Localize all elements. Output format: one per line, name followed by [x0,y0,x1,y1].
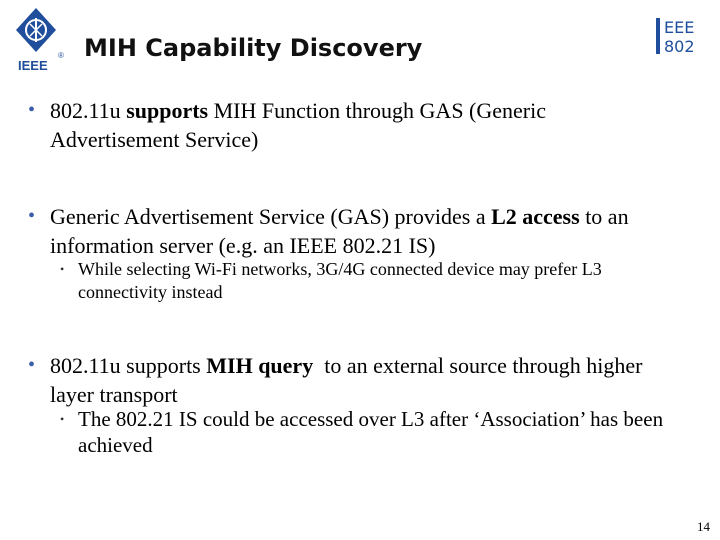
sub-bullet-item-3 [60,406,678,458]
sub-bullet-text: The 802.21 IS could be accessed over L3 after ‘Association’ has been achieved [78,407,664,457]
bullet-text-pre: 802.11u [50,98,127,123]
sub-bullet-marker: • [60,412,65,426]
slide-title: MIH Capability Discovery [84,34,423,62]
ieee-802-badge-icon [656,16,702,56]
bullet-text-post: to an information server (e.g. an IEEE 802.21 IS) [50,204,629,258]
ieee-logo [14,6,76,74]
registered-mark: ® [58,51,64,60]
bullet-item-3 [28,351,680,409]
ieee-diamond-icon [14,6,76,74]
logo-line1: EEE [664,18,695,37]
bullet-text-bold: L2 access [491,204,580,229]
bullet-text-post: to an external source through higher layer transport [50,353,648,407]
bullet-marker: • [28,354,36,376]
bullet-text-pre: 802.11u supports [50,353,207,378]
sub-bullet-item-2 [60,258,678,304]
bullet-marker: • [28,99,36,121]
logo-line2: 802 [664,37,695,56]
bullet-item-2 [28,202,710,260]
bullet-text-pre: Generic Advertisement Service (GAS) provides a [50,204,492,229]
bullet-text-post: MIH Function through GAS (Generic Advertisement Service) [50,98,547,152]
bullet-text-bold: MIH query [206,353,314,378]
bullet-marker: • [28,205,36,227]
bullet-item-1 [28,96,660,154]
sub-bullet-marker: • [60,262,65,276]
bullet-text-bold: supports [126,98,209,123]
ieee-802-logo [656,16,702,56]
page-number: 14 [697,519,710,534]
sub-bullet-text: While selecting Wi-Fi networks, 3G/4G connected device may prefer L3 connectivity instead [78,259,602,302]
ieee-logo-text: IEEE [18,58,48,73]
